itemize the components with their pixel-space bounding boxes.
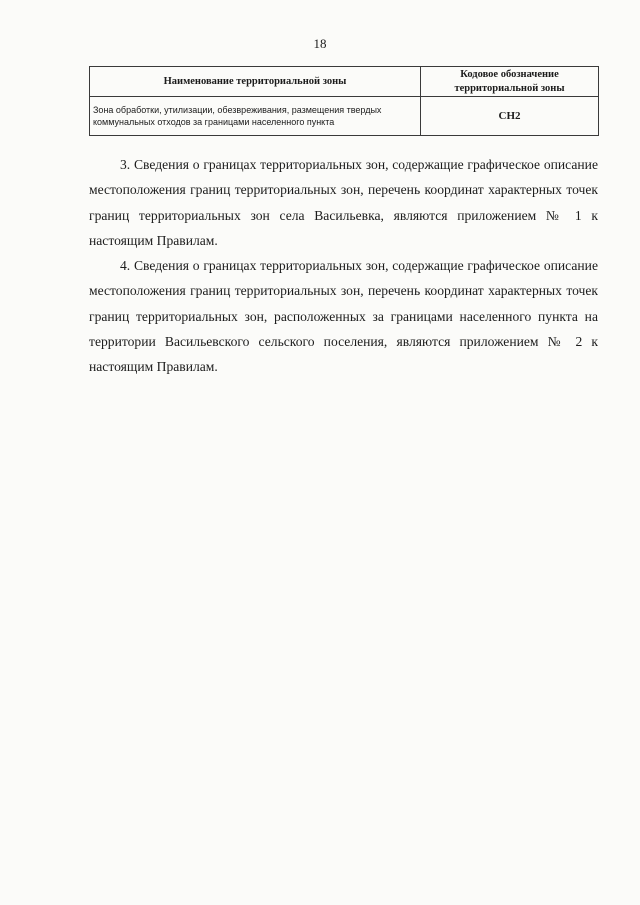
territorial-zones-table: [89, 66, 599, 136]
table-row: [90, 97, 599, 136]
table-header-row: [90, 67, 599, 97]
page-number: 18: [313, 36, 327, 51]
document-body: [89, 152, 598, 380]
table-header-zone-code: Кодовое обозначение территориальной зоны: [421, 67, 599, 97]
paragraph-4: 4. Сведения о границах территориальных зон, содержащие графическое описание местоположения границ территориальных зон, перечень координат характерных точек границ территориальных зон, расположенных за границами населенного пункта на территории Васильевского сельского поселения, являются приложением № 2 к настоящим Правилам.: [89, 258, 598, 375]
table-header-zone-name: Наименование территориальной зоны: [90, 67, 421, 97]
zone-name-cell: Зона обработки, утилизации, обезвреживания, размещения твердых коммунальных отходов за границами населенного пункта: [90, 97, 421, 136]
zone-code-cell: СН2: [421, 97, 599, 136]
paragraph-3: 3. Сведения о границах территориальных зон, содержащие графическое описание местоположения границ территориальных зон, перечень координат характерных точек границ территориальных зон села Васильевка, являются приложением № 1 к настоящим Правилам.: [89, 157, 598, 248]
